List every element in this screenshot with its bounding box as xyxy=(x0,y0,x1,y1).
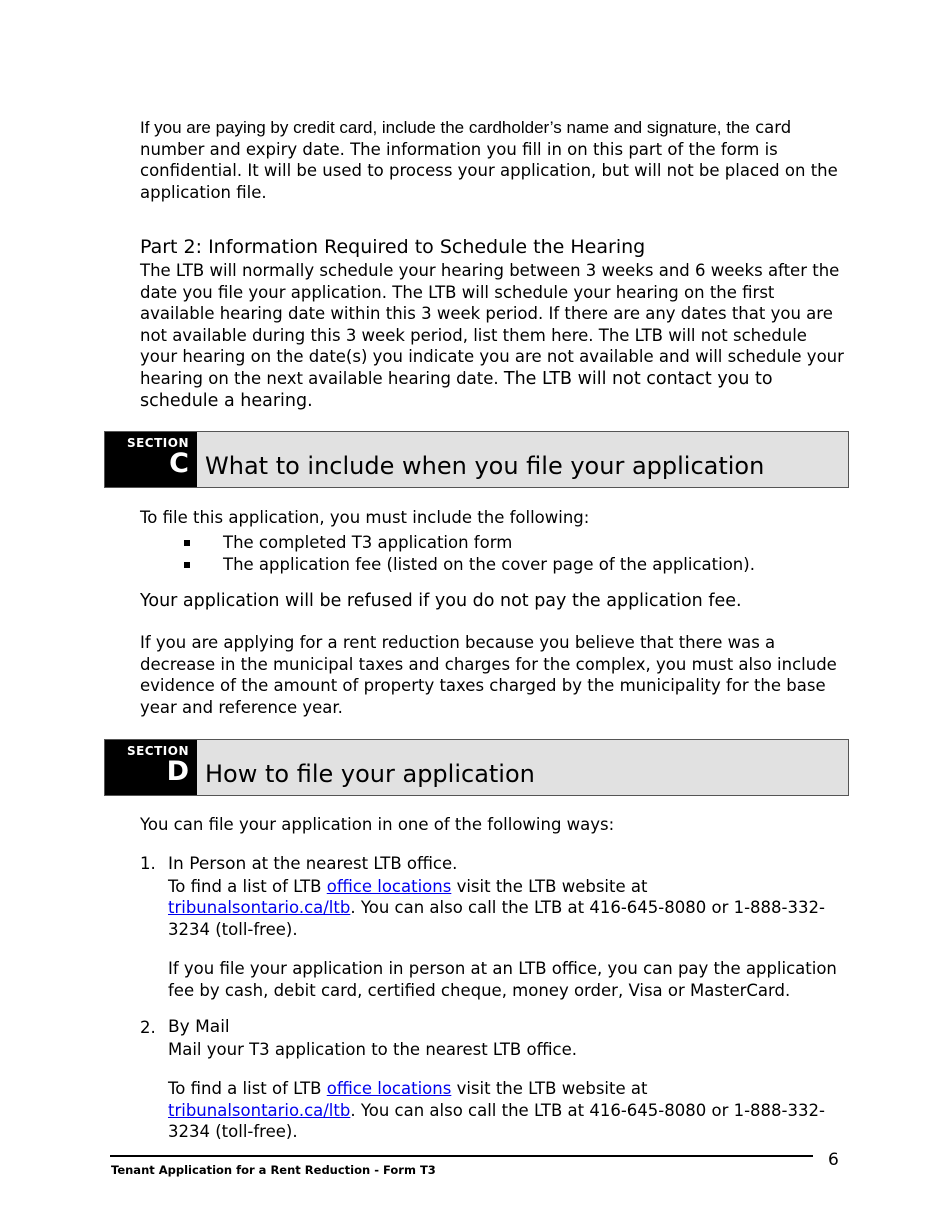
section-c-bullet-list xyxy=(140,532,840,575)
ltb-website-link[interactable]: tribunalsontario.ca/ltb xyxy=(168,898,351,917)
mail-instruction: Mail your T3 application to the nearest LTB office. xyxy=(168,1039,578,1059)
method-heading: By Mail xyxy=(168,1017,230,1037)
method-heading: In Person xyxy=(168,854,247,874)
fee-refusal-warning: Your application will be refused if you do not pay the application fee. xyxy=(140,591,742,611)
section-d-intro: You can file your application in one of the following ways: xyxy=(140,815,615,834)
page-number: 6 xyxy=(828,1150,839,1170)
section-c-title: What to include when you file your application xyxy=(205,452,765,480)
office-locations-paragraph: To find a list of LTB office locations visit the LTB website at tribunalsontario.ca/ltb. You can also call the LTB at 416-645-8080 or 1-888-332-3234 (toll-free). xyxy=(168,876,825,939)
part2-no-contact-note: The LTB will not contact you to schedule a hearing. xyxy=(140,368,773,411)
section-d-tab xyxy=(105,740,197,795)
filing-method-in-person: 1. In Person at the nearest LTB office. To find a list of LTB office locations visit the LTB website at tribunalsontario.ca/ltb. You can also call the LTB at 416-645-8080 or 1-888-332-3234 (toll-free). If you file your application in person at an LTB office, you can pay the application fee by cash, debit card, certified cheque, money order, Visa or MasterCard. xyxy=(140,853,840,1001)
section-d-label: SECTION xyxy=(126,744,189,758)
in-person-payment-paragraph: If you file your application in person at an LTB office, you can pay the application fee by cash, debit card, certified cheque, money order, Visa or MasterCard. xyxy=(168,959,837,1000)
office-locations-link[interactable]: office locations xyxy=(326,876,452,896)
section-c-intro: To file this application, you must include the following: xyxy=(140,508,590,527)
section-c-letter: C xyxy=(169,448,189,479)
section-c-tab xyxy=(105,432,197,487)
part2-heading: Part 2: Information Required to Schedule the Hearing xyxy=(140,236,646,258)
rent-reduction-paragraph: If you are applying for a rent reduction because you believe that there was a decrease in the municipal taxes and charges for the complex, you must also include evidence of the amount of property taxes charged by the municipality for the base year and reference year. xyxy=(140,633,837,717)
section-c-label: SECTION xyxy=(126,436,189,450)
section-d-header xyxy=(104,739,849,796)
section-d-title: How to file your application xyxy=(205,760,535,788)
filing-method-by-mail xyxy=(140,1017,840,1143)
section-c-header xyxy=(104,431,849,488)
list-number: 2. xyxy=(140,1018,156,1037)
bullet-square-icon xyxy=(184,562,190,568)
footer-form-title: Tenant Application for a Rent Reduction - Form T3 xyxy=(111,1163,436,1177)
credit-card-paragraph: If you are paying by credit card, include the cardholder’s name and signature, the card number and expiry date. The information you fill in on this part of the form is confidential. It will be used to process your application, but will not be placed on the application file. xyxy=(140,118,838,202)
part2-paragraph: The LTB will normally schedule your hearing between 3 weeks and 6 weeks after the date you file your application. The LTB will schedule your hearing on the first available hearing date within this 3 week period. If there are any dates that you are not available during this 3 week period, list them here. The LTB will not schedule your hearing on the date(s) you indicate you are not available and will schedule your hearing on the next available hearing date. The LTB will not contact you to schedule a hearing. xyxy=(140,261,844,411)
list-number: 1. xyxy=(140,854,156,873)
bullet-square-icon xyxy=(184,540,190,546)
list-item: The application fee (listed on the cover page of the application). xyxy=(140,554,840,576)
section-d-letter: D xyxy=(166,756,189,787)
credit-card-paragraph-rest: card number and expiry date. The information you fill in on this part of the form is confidential. It will be used to process your application, but will not be placed on the application file. xyxy=(140,118,838,202)
footer-divider xyxy=(110,1155,813,1157)
office-locations-paragraph: To find a list of LTB office locations visit the LTB website at tribunalsontario.ca/ltb. You can also call the LTB at 416-645-8080 or 1-888-332-3234 (toll-free). xyxy=(168,1079,825,1141)
office-locations-link[interactable]: office locations xyxy=(326,1079,452,1098)
ltb-website-link[interactable]: tribunalsontario.ca/ltb xyxy=(168,1100,351,1120)
list-item: The completed T3 application form xyxy=(140,532,840,554)
